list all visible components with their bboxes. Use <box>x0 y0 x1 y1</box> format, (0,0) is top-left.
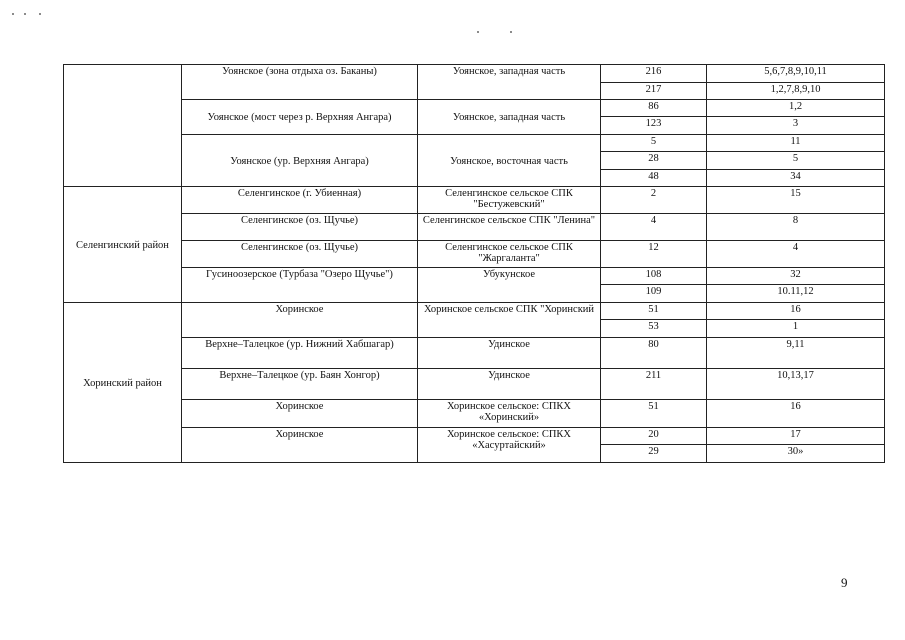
settlement-cell: Селенгинское (оз. Щучье) <box>182 214 418 241</box>
plots-cell: 10.11,12 <box>707 285 885 303</box>
plots-cell: 3 <box>707 117 885 135</box>
area-cell: Хоринское сельское: СПКХ «Хасуртайский» <box>418 428 601 463</box>
scan-speck <box>477 31 479 33</box>
settlement-cell: Верхне–Талецкое (ур. Баян Хонгор) <box>182 369 418 400</box>
settlement-cell: Хоринское <box>182 428 418 463</box>
settlement-cell: Уоянское (зона отдыха оз. Баканы) <box>182 65 418 100</box>
area-cell: Хоринское сельское: СПКХ «Хоринский» <box>418 400 601 428</box>
quarter-cell: 108 <box>601 268 707 285</box>
plots-cell: 1,2 <box>707 100 885 117</box>
quarter-cell: 216 <box>601 65 707 83</box>
plots-cell: 8 <box>707 214 885 241</box>
plots-cell: 9,11 <box>707 338 885 369</box>
plots-cell: 4 <box>707 241 885 268</box>
table-row <box>64 135 885 152</box>
settlement-cell: Селенгинское (оз. Щучье) <box>182 241 418 268</box>
settlement-cell: Хоринское <box>182 303 418 338</box>
scan-speck <box>24 13 26 15</box>
table-row <box>64 187 885 214</box>
area-cell: Селенгинское сельское СПК "Бестужевский" <box>418 187 601 214</box>
district-cell: Хоринский район <box>64 303 182 463</box>
area-cell: Уоянское, западная часть <box>418 100 601 135</box>
area-cell: Удинское <box>418 369 601 400</box>
table-row <box>64 338 885 369</box>
plots-cell: 11 <box>707 135 885 152</box>
quarter-cell: 86 <box>601 100 707 117</box>
quarter-cell: 211 <box>601 369 707 400</box>
table-row <box>64 65 885 83</box>
table-row <box>64 303 885 320</box>
plots-cell: 32 <box>707 268 885 285</box>
quarter-cell: 29 <box>601 445 707 463</box>
area-cell: Удинское <box>418 338 601 369</box>
quarter-cell: 109 <box>601 285 707 303</box>
quarter-cell: 53 <box>601 320 707 338</box>
table-row <box>64 268 885 285</box>
plots-cell: 34 <box>707 170 885 187</box>
data-table <box>63 64 885 463</box>
plots-cell: 16 <box>707 400 885 428</box>
table-row <box>64 400 885 428</box>
area-cell: Селенгинское сельское СПК "Ленина" <box>418 214 601 241</box>
settlement-cell: Селенгинское (г. Убиенная) <box>182 187 418 214</box>
page-number: 9 <box>841 575 848 590</box>
plots-cell: 17 <box>707 428 885 445</box>
scan-speck <box>12 13 14 15</box>
area-cell: Селенгинское сельское СПК "Жаргаланта" <box>418 241 601 268</box>
plots-cell: 16 <box>707 303 885 320</box>
plots-cell: 5 <box>707 152 885 170</box>
plots-cell: 1,2,7,8,9,10 <box>707 83 885 100</box>
area-cell: Убукунское <box>418 268 601 303</box>
area-cell: Уоянское, восточная часть <box>418 135 601 187</box>
quarter-cell: 2 <box>601 187 707 214</box>
table-row <box>64 428 885 445</box>
settlement-cell: Уоянское (ур. Верхняя Ангара) <box>182 135 418 187</box>
plots-cell: 1 <box>707 320 885 338</box>
table-row <box>64 241 885 268</box>
table-row <box>64 214 885 241</box>
quarter-cell: 12 <box>601 241 707 268</box>
quarter-cell: 80 <box>601 338 707 369</box>
district-cell <box>64 65 182 187</box>
scan-speck <box>39 13 41 15</box>
area-cell: Хоринское сельское СПК "Хоринский <box>418 303 601 338</box>
quarter-cell: 20 <box>601 428 707 445</box>
plots-cell: 5,6,7,8,9,10,11 <box>707 65 885 83</box>
settlement-cell: Хоринское <box>182 400 418 428</box>
quarter-cell: 217 <box>601 83 707 100</box>
scan-speck <box>510 31 512 33</box>
district-cell: Селенгинский район <box>64 187 182 303</box>
area-cell: Уоянское, западная часть <box>418 65 601 100</box>
plots-cell: 30» <box>707 445 885 463</box>
quarter-cell: 48 <box>601 170 707 187</box>
table-row <box>64 100 885 117</box>
table-row <box>64 369 885 400</box>
quarter-cell: 123 <box>601 117 707 135</box>
plots-cell: 10,13,17 <box>707 369 885 400</box>
quarter-cell: 28 <box>601 152 707 170</box>
plots-cell: 15 <box>707 187 885 214</box>
quarter-cell: 5 <box>601 135 707 152</box>
quarter-cell: 51 <box>601 303 707 320</box>
settlement-cell: Уоянское (мост через р. Верхняя Ангара) <box>182 100 418 135</box>
settlement-cell: Верхне–Талецкое (ур. Нижний Хабшагар) <box>182 338 418 369</box>
settlement-cell: Гусиноозерское (Турбаза "Озеро Щучье") <box>182 268 418 303</box>
quarter-cell: 4 <box>601 214 707 241</box>
quarter-cell: 51 <box>601 400 707 428</box>
